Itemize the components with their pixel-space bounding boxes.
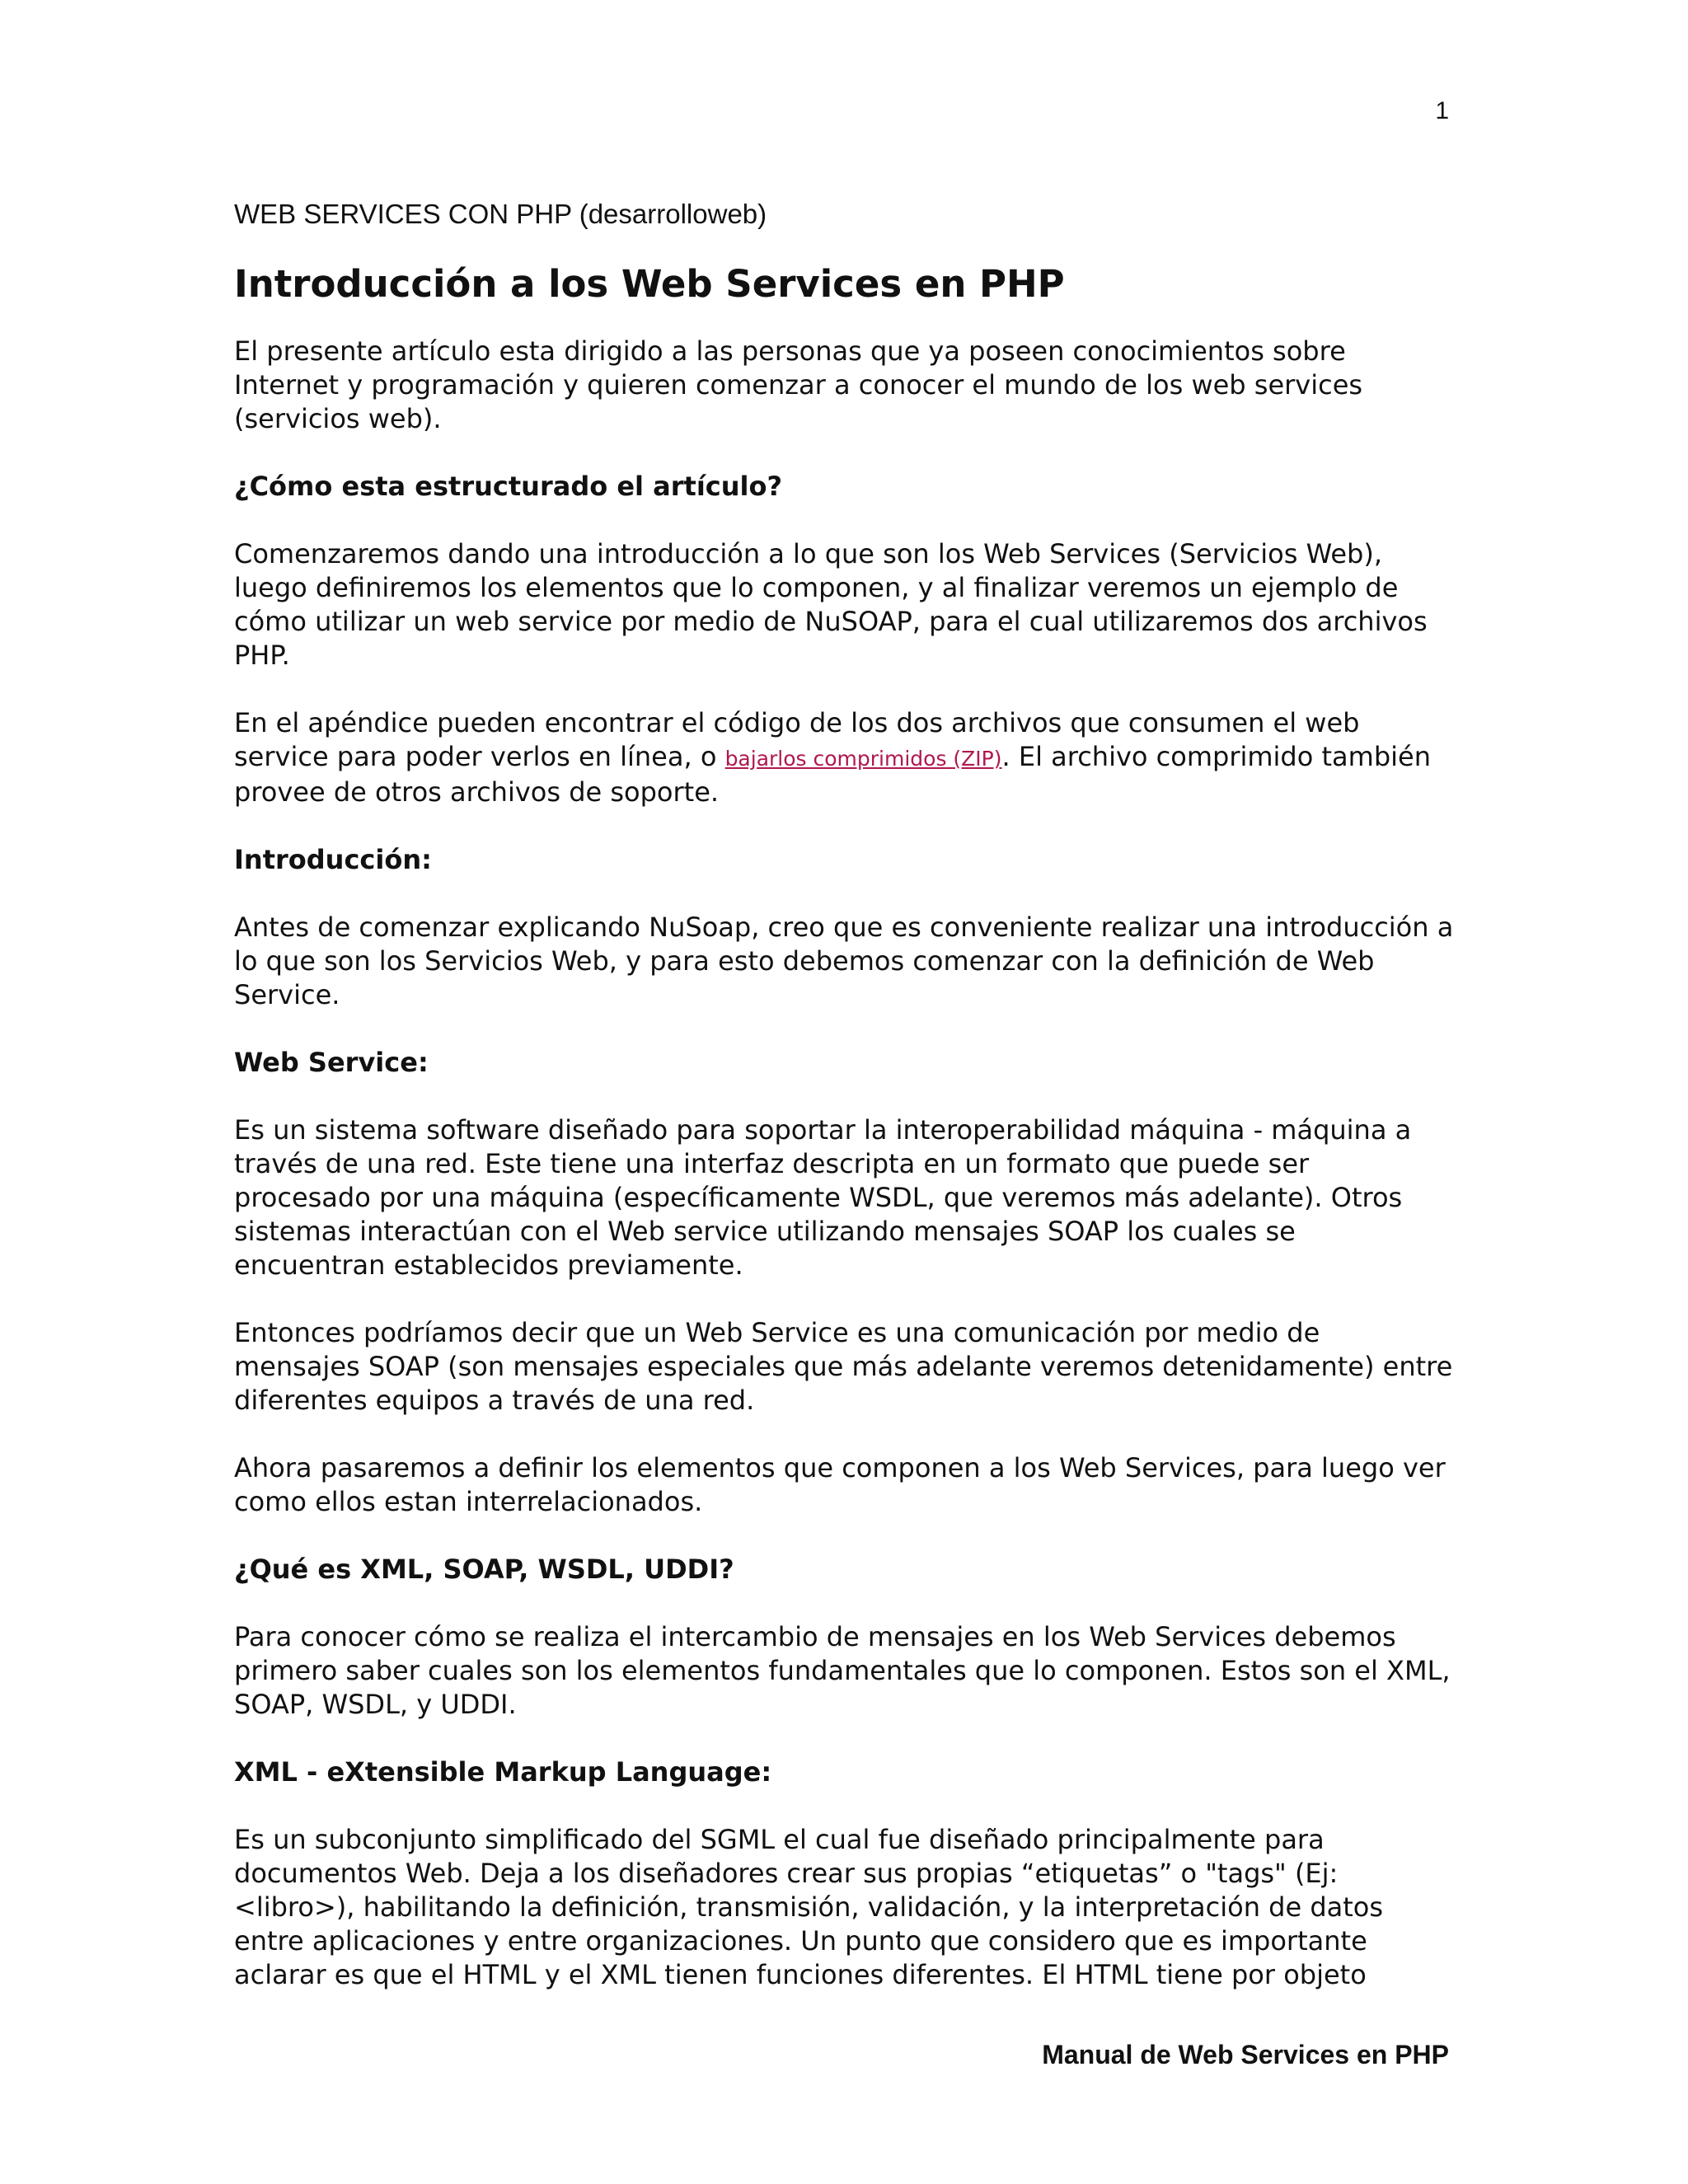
xml-paragraph: Es un subconjunto simplificado del SGML el cual fue diseñado principalmente para documentos Web. Deja a los diseñadores crear sus propias “etiquetas” o "tags" (Ej: <libro>), habilitando la definición, transmisión, validación, y la interpretación de datos entre aplicaciones y entre organizaciones. Un punto que considero que es importante aclarar es que el HTML y el XML tienen funciones diferentes. El HTML tiene por objeto xyxy=(234,1824,1384,1990)
xml-question-heading: ¿Qué es XML, SOAP, WSDL, UDDI? xyxy=(234,1554,734,1585)
structure-paragraph-1: Comenzaremos dando una introducción a lo que son los Web Services (Servicios Web), luego definiremos los elementos que lo componen, y al finalizar veremos un ejemplo de cómo utilizar un web service por medio de NuSOAP, para el cual utilizaremos dos archivos PHP. xyxy=(234,538,1428,671)
web-service-heading: Web Service: xyxy=(234,1047,429,1078)
page-number: 1 xyxy=(1435,97,1449,124)
structure-heading: ¿Cómo esta estructurado el artículo? xyxy=(234,471,783,502)
xml-question-paragraph: Para conocer cómo se realiza el intercambio de mensajes en los Web Services debemos primero saber cuales son los elementos fundamentales que lo componen. Estos son el XML, SOAP, WSDL, y UDDI. xyxy=(234,1621,1451,1720)
structure-paragraph-2-start: En el apéndice pueden encontrar el código de los dos archivos que consumen el web service para poder verlos en línea, o xyxy=(234,707,1360,772)
document-body xyxy=(234,198,1454,2026)
document-footer: Manual de Web Services en PHP xyxy=(1042,2040,1449,2069)
xml-heading: XML - eXtensible Markup Language: xyxy=(234,1756,772,1788)
web-service-paragraph-1: Es un sistema software diseñado para soportar la interoperabilidad máquina - máquina a través de una red. Este tiene una interfaz descripta en un formato que puede ser procesado por una máquina (específicamente WSDL, que veremos más adelante). Otros sistemas interactúan con el Web service utilizando mensajes SOAP los cuales se encuentran establecidos previamente. xyxy=(234,1114,1412,1281)
page-title: Introducción a los Web Services en PHP xyxy=(234,262,1065,306)
introduction-paragraph: Antes de comenzar explicando NuSoap, creo que es conveniente realizar una introducción a lo que son los Servicios Web, y para esto debemos comenzar con la definición de Web Service. xyxy=(234,912,1454,1010)
web-service-paragraph-3: Ahora pasaremos a definir los elementos que componen a los Web Services, para luego ver como ellos estan interrelacionados. xyxy=(234,1452,1446,1517)
zip-download-link[interactable]: bajarlos comprimidos (ZIP) xyxy=(724,747,1002,771)
introduction-heading: Introducción: xyxy=(234,844,432,875)
web-service-paragraph-2: Entonces podríamos decir que un Web Service es una comunicación por medio de mensajes SOAP (son mensajes especiales que más adelante veremos detenidamente) entre diferentes equipos a través de una red. xyxy=(234,1317,1453,1416)
document-header: WEB SERVICES CON PHP (desarrolloweb) xyxy=(234,199,767,229)
structure-paragraph-2 xyxy=(234,706,1454,809)
structure-paragraph-2-end: . El archivo comprimido también provee de otros archivos de soporte. xyxy=(234,741,1431,808)
intro-paragraph: El presente artículo esta dirigido a las personas que ya poseen conocimientos sobre Internet y programación y quieren comenzar a conocer el mundo de los web services (servicios web). xyxy=(234,335,1363,434)
